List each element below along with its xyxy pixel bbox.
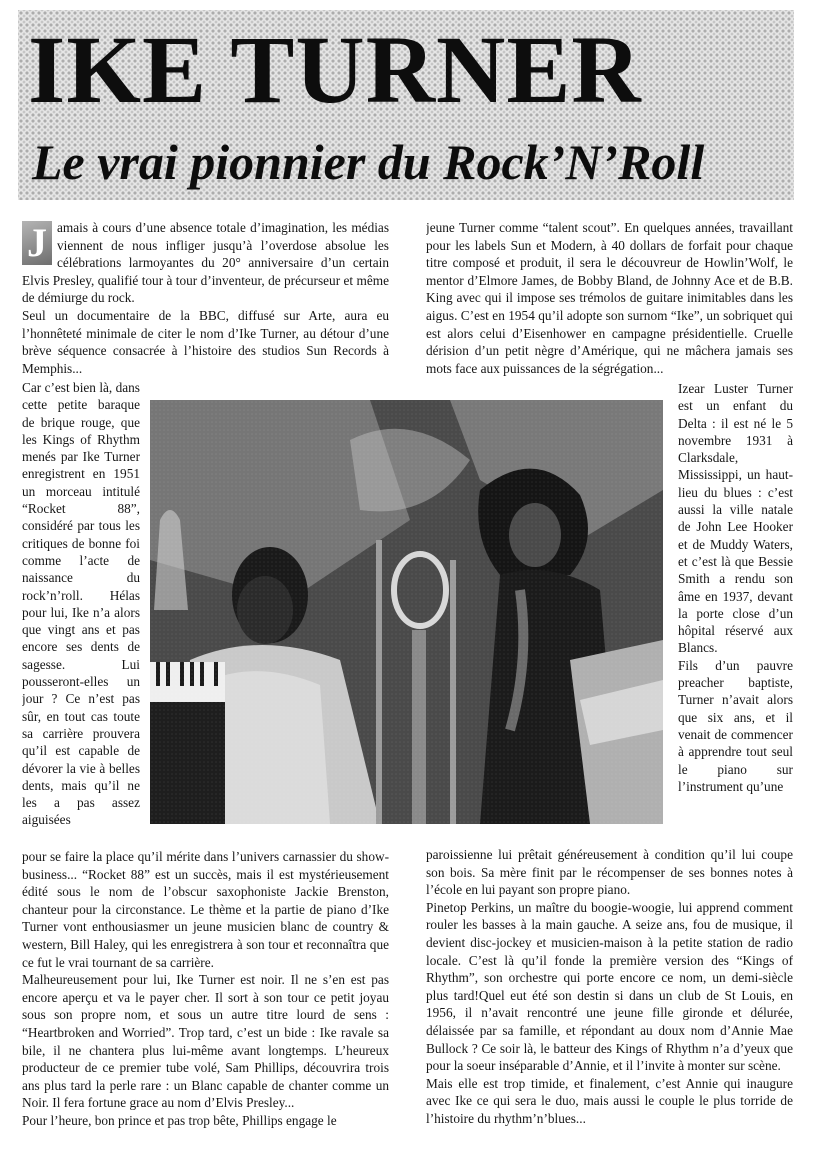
left-narrow-column [22,379,140,845]
lead-paragraph-text: amais à cours d’une absence totale d’imagination, les médias viennent de nous infliger jusqu’à l’overdose absolue les célébrations larmoyantes du 20° anniversaire d’un certain Elvis Presley, qualifié tour à tour d’inventeur, de précurseur et même de démiurge du rock. [22,220,389,306]
drop-cap: J [22,221,52,265]
left-column-top [22,219,389,389]
lead-paragraph [22,219,389,307]
paragraph-paroissienne: paroissienne lui prêtait généreusement à condition qu’il lui coupe son bois. Sa mère finit par le récompenser de ses bonnes notes à l’école en lui payant son propre piano. [426,847,793,898]
paragraph-phillips: Pour l’heure, bon prince et pas trop bête, Phillips engage le [22,1112,337,1128]
paragraph-izear: Izear Luster Turner est un enfant du Delta : il est né le 5 novembre 1931 à Clarksdale, Mississippi, un haut-lieu du blues : c’est aussi la ville natale de John Lee Hooker et de Muddy Waters, et c’est là que Bessie Smith a rendu son âme en 1937, devant la porte close d’un hôpital réservé aux Blancs. [678,381,793,656]
right-narrow-column [678,380,793,842]
paragraph-preacher: Fils d’un pauvre preacher baptiste, Turner n’avait alors que six ans, et il venait de commencer à apprendre tout seul le piano sur l’instrument qu’une [678,657,793,794]
article-title: IKE TURNER [28,16,642,123]
paragraph-rocket88-cont: pour se faire la place qu’il mérite dans l’univers carnassier du show-business... “Rocket 88” est un succès, mais il est mystérieusement édité sous le nom de l’obscur saxophoniste Jackie Brenston, chanteur pour la circonstance. Le thème et la partie de piano d’Ike Turner vont enthousiasmer un jeune musicien blanc de country & western, Bill Haley, qui les enregistrera à son tour et reconnaîtra que ce fut le vrai tournant de sa carrière. [22,849,389,970]
right-column-bottom [426,846,793,1146]
title-banner [18,10,794,200]
paragraph-rocket88: Car c’est bien là, dans cette petite baraque de brique rouge, que les Kings of Rhythm menés par Ike Turner enregistrent en 1951 un morceau intitulé “Rocket 88”, considéré par tous les critiques de bonne foi comme l’acte de naissance du rock’n’roll. Hélas pour lui, Ike n’a alors que vingt ans et pas encore ses dents de sagesse. Lui pousseront-elles un jour ? Ce n’est pas sûr, en tout cas toute sa carrière prouvera qu’il est capable de dévorer la vie à belles dents, mais qu’il ne les a pas assez aiguisées [22,380,140,828]
paragraph-pinetop: Pinetop Perkins, un maître du boogie-woogie, lui apprend comment rouler les basses à la main gauche. A seize ans, fou de musique, il devient disc-jockey et musicien-maison à la petite station de radio locale. C’est là qu’il fonde la première version des “Kings of Rhythm”, son orchestre qui porte encore ce nom, un demi-siècle plus tard!Quel eut été son destin si dans un club de St Louis, en 1956, il n’avait rencontré une jeune fille gironde et délurée, délaissée par sa famille, et répondant au doux nom d’Annie Mae Bullock ? Ce soir là, le batteur des Kings of Rhythm n’a d’yeux que pour la soeur inséparable d’Annie, et il l’invite à monter sur scène. [426,899,793,1074]
ike-tina-photo [150,400,663,824]
left-column-bottom [22,848,389,1144]
paragraph-bbc: Seul un documentaire de la BBC, diffusé sur Arte, aura eu l’honnêteté minimale de citer le nom d’Ike Turner, au détour d’une brève séquence consacrée à l’histoire des studios Sun Records à Memphis... [22,307,389,376]
paragraph-noir: Malheureusement pour lui, Ike Turner est noir. Il ne s’en est pas encore aperçu et va le payer cher. Il sort à son tour ce petit joyau sous son propre nom, et sous un autre titre lourd de sens : “Heartbroken and Worried”. Trop tard, c’est un bide : Ike ravale sa bile, il ne chantera plus lui-même avant longtemps. L’heureux producteur de ce premier tube volé, Sam Phillips, découvrira trois ans plus tard la perle rare : un Blanc capable de chanter comme un Noir. Il fera fortune grace au nom d’Elvis Presley... [22,972,389,1111]
photo-illustration [150,400,663,824]
right-column-top [426,219,793,381]
article-subtitle: Le vrai pionnier du Rock’N’Roll [32,134,705,190]
paragraph-talent-scout: jeune Turner comme “talent scout”. En quelques années, travaillant pour les labels Sun et Modern, à 40 dollars de forfait pour chaque titre composé et produit, il sera le découvreur de Howlin’Wolf, le mentor d’Elmore James, de Bobby Bland, de Johnny Ace et de B.B. King avec qui il impose ses trémolos de guitare inimitables dans les aigus. C’est en 1954 qu’il adopte son surnom “Ike”, un sobriquet qui est alors celui d’Eisenhower en campagne présidentielle. Cruelle dérision d’un petit nègre d’Amérique, qui ne mâchera jamais ses mots face aux puissances de la ségrégation... [426,220,793,376]
paragraph-annie: Mais elle est trop timide, et finalement, c’est Annie qui inaugure avec Ike ce qui sera le duo, mais aussi le couple le plus torride de l’histoire du rhythm’n’blues... [426,1075,793,1126]
